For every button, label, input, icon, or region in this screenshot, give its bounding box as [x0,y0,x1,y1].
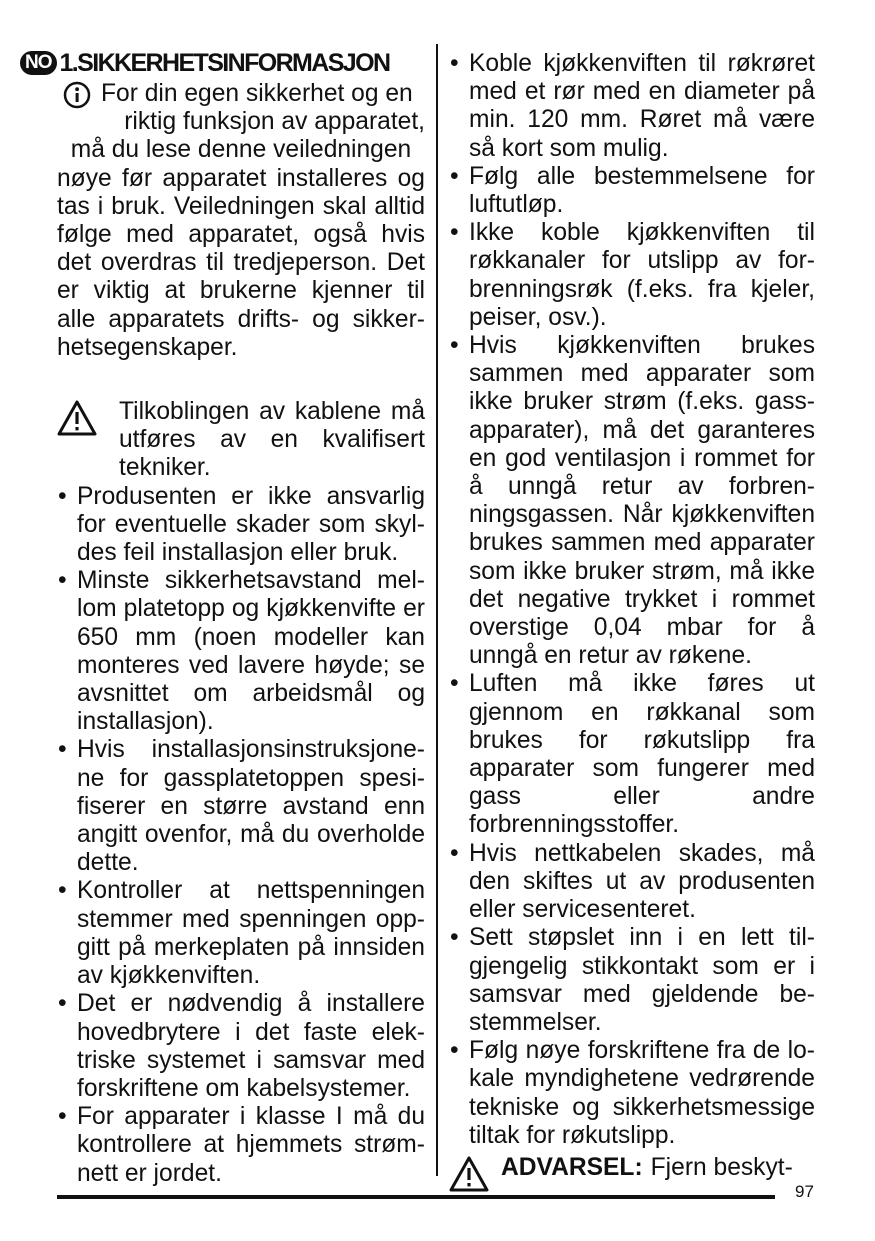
info-icon [63,80,97,110]
warning-triangle-icon [57,398,119,483]
warning-text: Tilkoblingen av kablene må utføres av en kvalifisert tekniker. [119,398,425,482]
advarsel-label: ADVARSEL: [501,1153,643,1181]
footer-rule [57,1195,775,1199]
list-item: • Koble kjøkkenviften til røkrøret med et rør med en diameter på min. 120 mm. Røret må være så kort som mulig. [450,50,815,162]
list-item: • Produsenten er ikke ansvarlig for eventuelle skader som skyl-des feil installasjon eller bruk. [58,482,425,567]
section-title: 1.SIKKERHETSINFORMASJON [59,48,390,77]
right-column [449,50,815,1199]
left-column [25,46,425,1188]
intro-paragraph [57,80,425,362]
list-item: • Det er nødvendig å installere hovedbrytere i det faste elek-triske systemet i samsvar med forskriftene om kabelsystemer. [58,990,425,1102]
list-item: • Ikke koble kjøkkenviften til røkkanaler for utslipp av for-brenningsrøk (f.eks. fra kjeler, peiser, osv.). [450,219,815,331]
intro-rest: nøye før apparatet installeres og tas i bruk. Veiledningen skal alltid følge med apparatet, også hvis det overdras til tredjeperson. Det er viktig at brukerne kjenner til alle apparatets drifts- og sikker-hetsegenskaper. [57,164,425,361]
list-item: • For apparater i klasse I må du kontrollere at hjemmets strøm-nett er jordet. [58,1103,425,1187]
list-item: • Hvis installasjonsinstruksjone-ne for gassplatetoppen spesi-fiserer en større avstand enn angitt ovenfor, må du overholde dette. [58,736,425,877]
warning-triangle-icon [449,1154,501,1199]
right-bullet-list [449,50,815,1150]
advarsel-text: Fjern beskyt- [650,1153,793,1181]
list-item: • Sett støpslet inn i en lett til-gjengelig stikkontakt som er i samsvar med gjeldende be-stemmelser. [450,924,815,1036]
intro-line-2: riktig funksjon av apparatet, [124,108,425,136]
list-item: • Luften må ikke føres ut gjennom en røkkanal som brukes for røkutslipp fra apparater som fungerer med gass eller andre forbrenningsstoffer. [450,670,815,839]
section-header [20,46,425,80]
page-number: 97 [795,1182,814,1201]
list-item: • Hvis kjøkkenviften brukes sammen med apparater som ikke bruker strøm (f.eks. gass-apparater), må det garanteres en god ventilasjon i rommet for å unngå retur av forbren-ningsgassen. Når kjøkkenviften brukes sammen med apparater som ikke bruker strøm, må ikke det negative trykket i rommet overstige 0,04 mbar for å unngå en retur av røkene. [450,332,815,670]
list-item: • Hvis nettkabelen skades, må den skiftes ut av produsenten eller servicesenteret. [450,839,815,924]
intro-line-1: For din egen sikkerhet og en [101,80,413,107]
column-divider [436,44,438,1176]
advarsel-warning [449,1154,815,1199]
list-item: • Kontroller at nettspenningen stemmer med spenningen opp-gitt på merkeplaten på innsiden av kjøkkenviften. [58,877,425,990]
list-item: • Følg nøye forskriftene fra de lo-kale myndighetene vedrørende tekniske og sikkerhetsmessige tiltak for røkutslipp. [450,1037,815,1149]
language-badge: NO [20,51,57,75]
advarsel-text-block [501,1154,793,1182]
intro-line-3: må du lese denne veiledningen [70,136,412,164]
list-item: • Minste sikkerhetsavstand mel-lom platetopp og kjøkkenvifte er 650 mm (noen modeller kan monteres ved lavere høyde; se avsnittet om arbeidsmål og installasjon). [58,567,425,736]
cable-warning [57,398,425,483]
left-bullet-list [57,483,425,1188]
list-item: • Følg alle bestemmelsene for luftutløp. [450,162,815,219]
